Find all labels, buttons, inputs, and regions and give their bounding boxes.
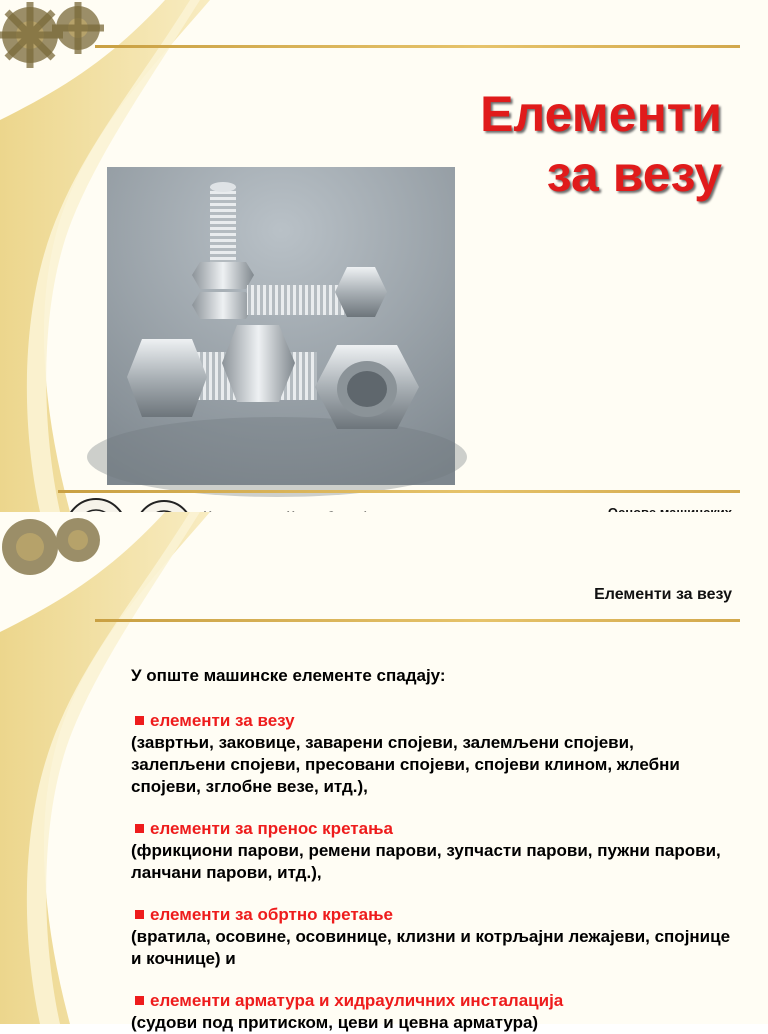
slide-2-rule [95,619,740,622]
item-body: (вратила, осовине, осовинице, клизни и котрљајни лежајеви, спојнице и кочнице) и [131,927,731,968]
list-item [131,818,731,884]
slide-2-header: Елементи за везу [594,586,732,603]
item-body: (фрикциони парови, ремени парови, зупчасти парови, пужни парови, ланчани парови, итд.), [131,841,721,882]
title-line-1: Елементи [480,86,722,142]
item-head: елементи за пренос кретања [150,819,393,838]
intro-text: У опште машинске елементе спадају: [131,666,446,685]
list-item [131,710,731,798]
item-head: елементи арматура и хидрауличних инсталација [150,991,564,1010]
item-head: елементи за везу [150,711,295,730]
bullet-square [135,996,144,1005]
slide-title [480,84,722,204]
slide-2 [0,512,768,1032]
item-body: (завртњи, заковице, заварени спојеви, залемљени спојеви, залепљени спојеви, пресовани спојеви, спојеви клином, жлебни спојеви, зглобне везе, итд.), [131,733,680,796]
slide-1 [0,0,768,512]
item-head: елементи за обртно кретање [150,905,393,924]
list-item [131,904,731,970]
top-rule [95,45,740,48]
bullet-square [135,824,144,833]
bolts-photo [107,167,455,485]
bullet-square [135,716,144,725]
footer-rule [58,490,740,493]
gears-decoration-2 [0,512,120,622]
item-body: (судови под притиском, цеви и цевна арматура) [131,1013,539,1032]
list-item [131,990,731,1034]
gears-decoration [0,0,120,110]
bullet-square [135,910,144,919]
title-line-2: за везу [546,146,722,202]
